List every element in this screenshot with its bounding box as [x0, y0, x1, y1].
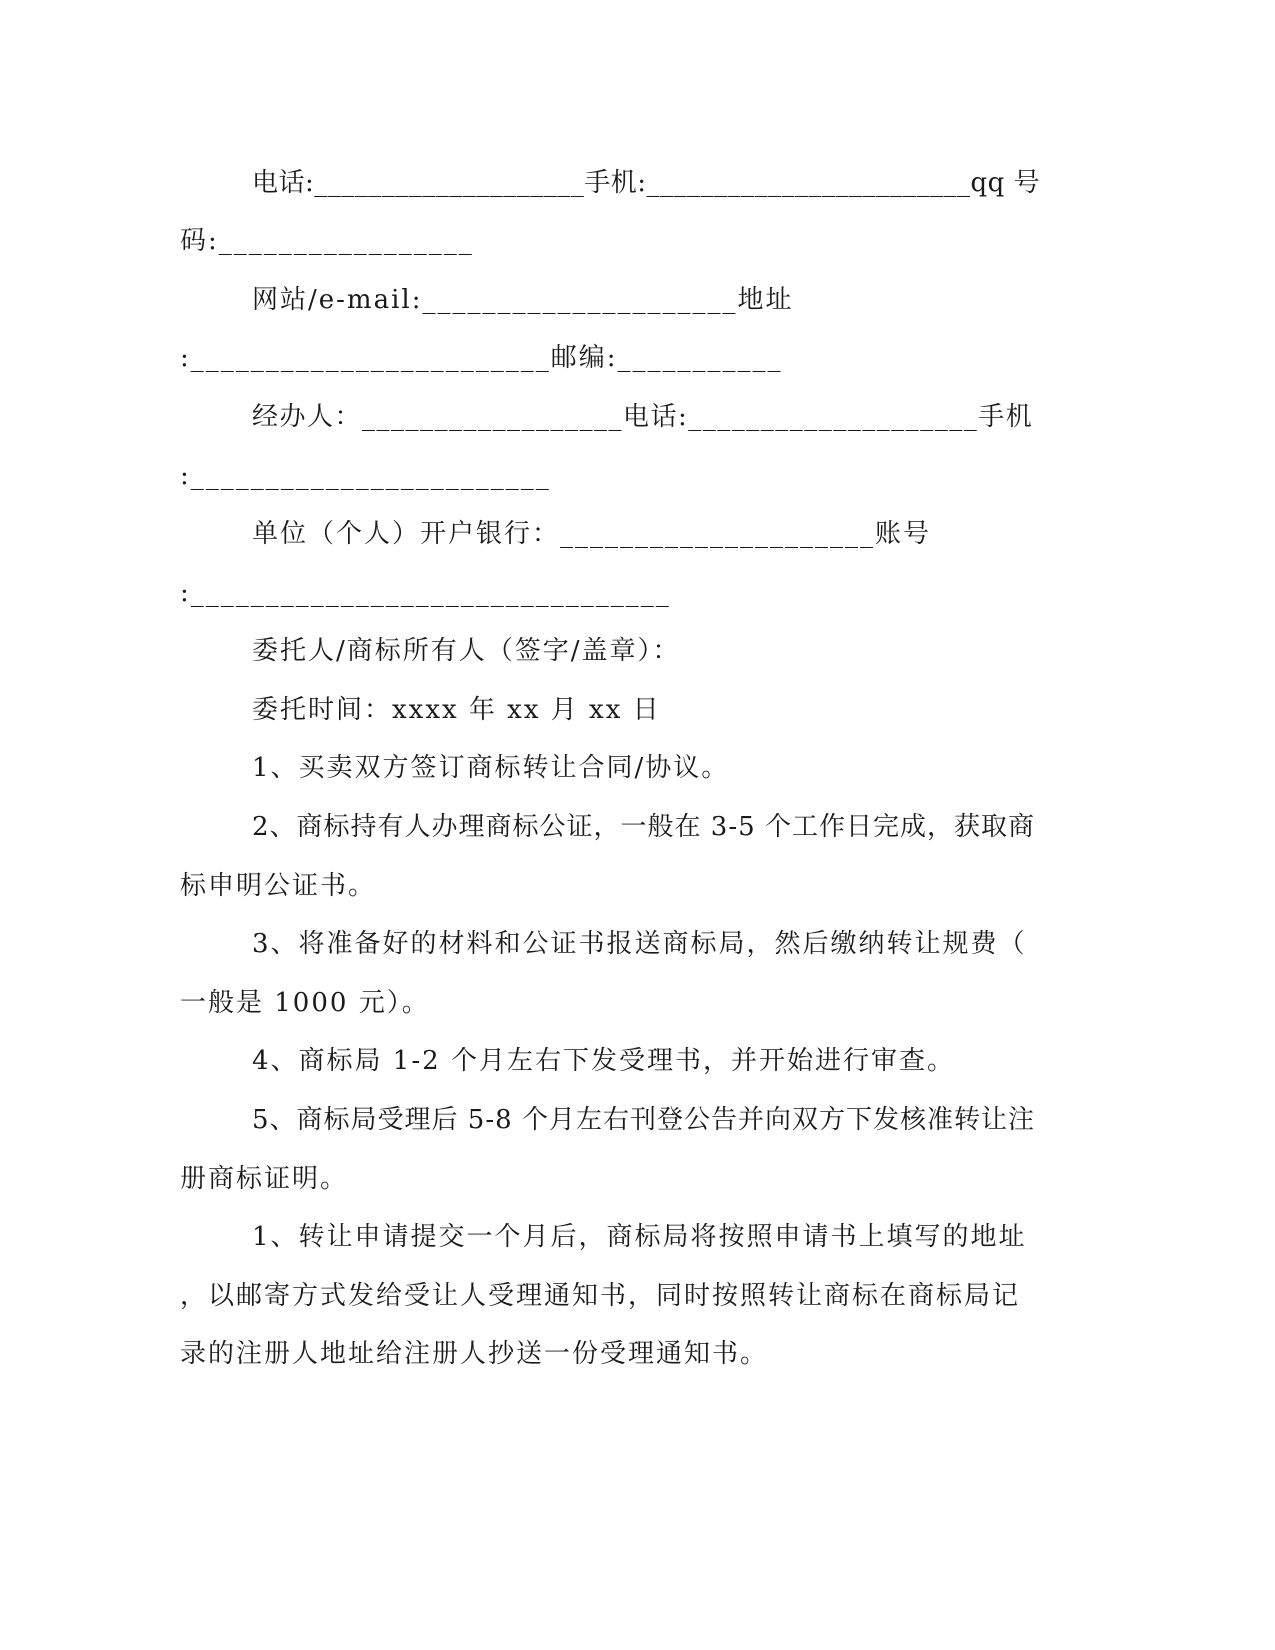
agent-phone-mobile-line: 经办人：__________________电话:____________________手机: [252, 402, 1034, 432]
address-postcode-line: :________________________邮编:___________: [180, 343, 783, 373]
entrust-date-line: 委托时间：xxxx 年 xx 月 xx 日: [252, 695, 661, 725]
note-1-paragraph: 1、转让申请提交一个月后，商标局将按照申请书上填写的地址: [252, 1222, 1027, 1252]
signature-line: 委托人/商标所有人（签字/盖章）：: [252, 636, 681, 666]
step-4-paragraph: 4、商标局 1-2 个月左右下发受理书，并开始进行审查。: [252, 1046, 955, 1076]
step-3-paragraph: 3、将准备好的材料和公证书报送商标局，然后缴纳转让规费（: [252, 929, 1027, 959]
step-2-paragraph: 2、商标持有人办理商标公证，一般在 3-5 个工作日完成，获取商: [252, 812, 1035, 842]
mobile-continuation-line: :________________________: [180, 461, 551, 491]
step-2-continuation: 标申明公证书。: [180, 871, 377, 901]
website-address-line: 网站/e-mail:_____________________地址: [252, 285, 794, 315]
step-5-continuation: 册商标证明。: [180, 1164, 349, 1194]
account-number-line: :________________________________: [180, 578, 671, 608]
phone-mobile-qq-line: 电话:____________________手机:________________________qq 号: [252, 168, 1041, 198]
step-5-paragraph: 5、商标局受理后 5-8 个月左右刊登公告并向双方下发核准转让注: [252, 1105, 1035, 1135]
step-1-paragraph: 1、买卖双方签订商标转让合同/协议。: [252, 753, 730, 783]
qq-number-line: 码:_________________: [180, 226, 474, 256]
bank-account-line: 单位（个人）开户银行：_____________________账号: [252, 519, 932, 549]
step-3-continuation: 一般是 1000 元）。: [180, 988, 430, 1018]
note-1-continuation-b: 录的注册人地址给注册人抄送一份受理通知书。: [180, 1339, 769, 1369]
note-1-continuation-a: ，以邮寄方式发给受让人受理通知书，同时按照转让商标在商标局记: [180, 1281, 1021, 1311]
